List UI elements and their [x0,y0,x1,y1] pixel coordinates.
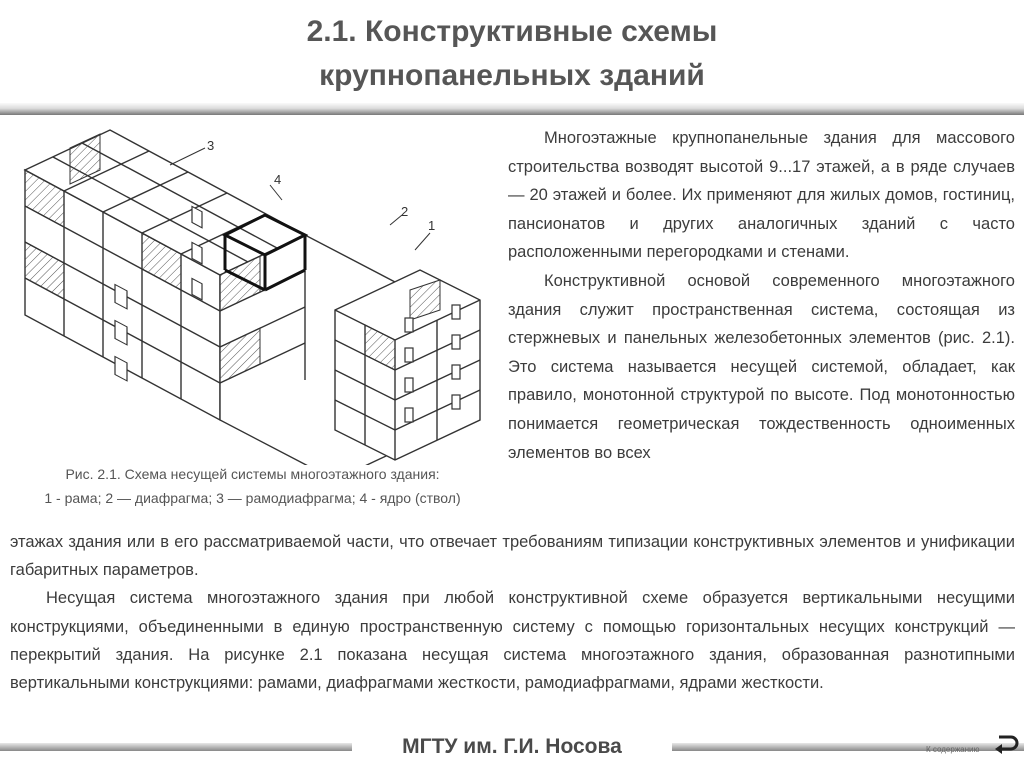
label-4: 4 [274,172,282,187]
page-title [0,10,1024,98]
building-figure [20,120,495,465]
label-1: 1 [428,218,436,233]
label-2: 2 [401,204,409,219]
intro-text [508,124,1015,467]
paragraph-3: Несущая система многоэтажного здания при любой конструктивной схеме образуется вертикальными несущими конструкциями, объединенными в единую пространственную систему с помощью горизонтальных несущих конструкций — перекрытий здания. На рисунке 2.1 показана несущая система многоэтажного здания, образованная разнотипными вертикальными конструкциями: рамами, диафрагмами жесткости, рамодиафрагмами, ядрами жесткости. [10,589,1015,693]
toc-link[interactable]: К содержанию [926,745,980,754]
paragraph-2a: Конструктивной основой современного многоэтажного здания служит пространственная система, состоящая из стержневых и панельных железобетонных элементов (рис. 2.1). Это система называется несущей системой, обладает, как правило, монотонной структурой по высоте. Под монотонностью понимается геометрическая тождественность одноименных элементов во всех [508,271,1015,462]
caption-line-1: Рис. 2.1. Схема несущей системы многоэтажного здания: [65,466,440,482]
load-bearing-system-diagram [20,120,495,465]
main-text [10,528,1015,697]
footer-divider-left [0,743,352,751]
return-arrow-icon[interactable] [993,733,1019,755]
figure-caption [10,462,495,510]
paragraph-1: Многоэтажные крупнопанельные здания для массового строительства возводят высотой 9...17 этажей, а в ряде случаев — 20 этажей и более. Их применяют для жилых домов, гостиниц, пансионатов и других аналогичных зданий с часто расположенными перегородками и стенами. [508,129,1015,262]
header-divider [0,103,1024,115]
label-3: 3 [207,138,215,153]
caption-line-2: 1 - рама; 2 — диафрагма; 3 — рамодиафрагма; 4 - ядро (ствол) [44,490,461,506]
title-line-2: крупнопанельных зданий [319,59,705,92]
paragraph-2b: этажах здания или в его рассматриваемой части, что отвечает требованиям типизации конструктивных элементов и унификации габаритных параметров. [10,533,1015,580]
title-line-1: 2.1. Конструктивные схемы [306,15,718,48]
footer-organization: МГТУ им. Г.И. Носова [402,735,622,758]
